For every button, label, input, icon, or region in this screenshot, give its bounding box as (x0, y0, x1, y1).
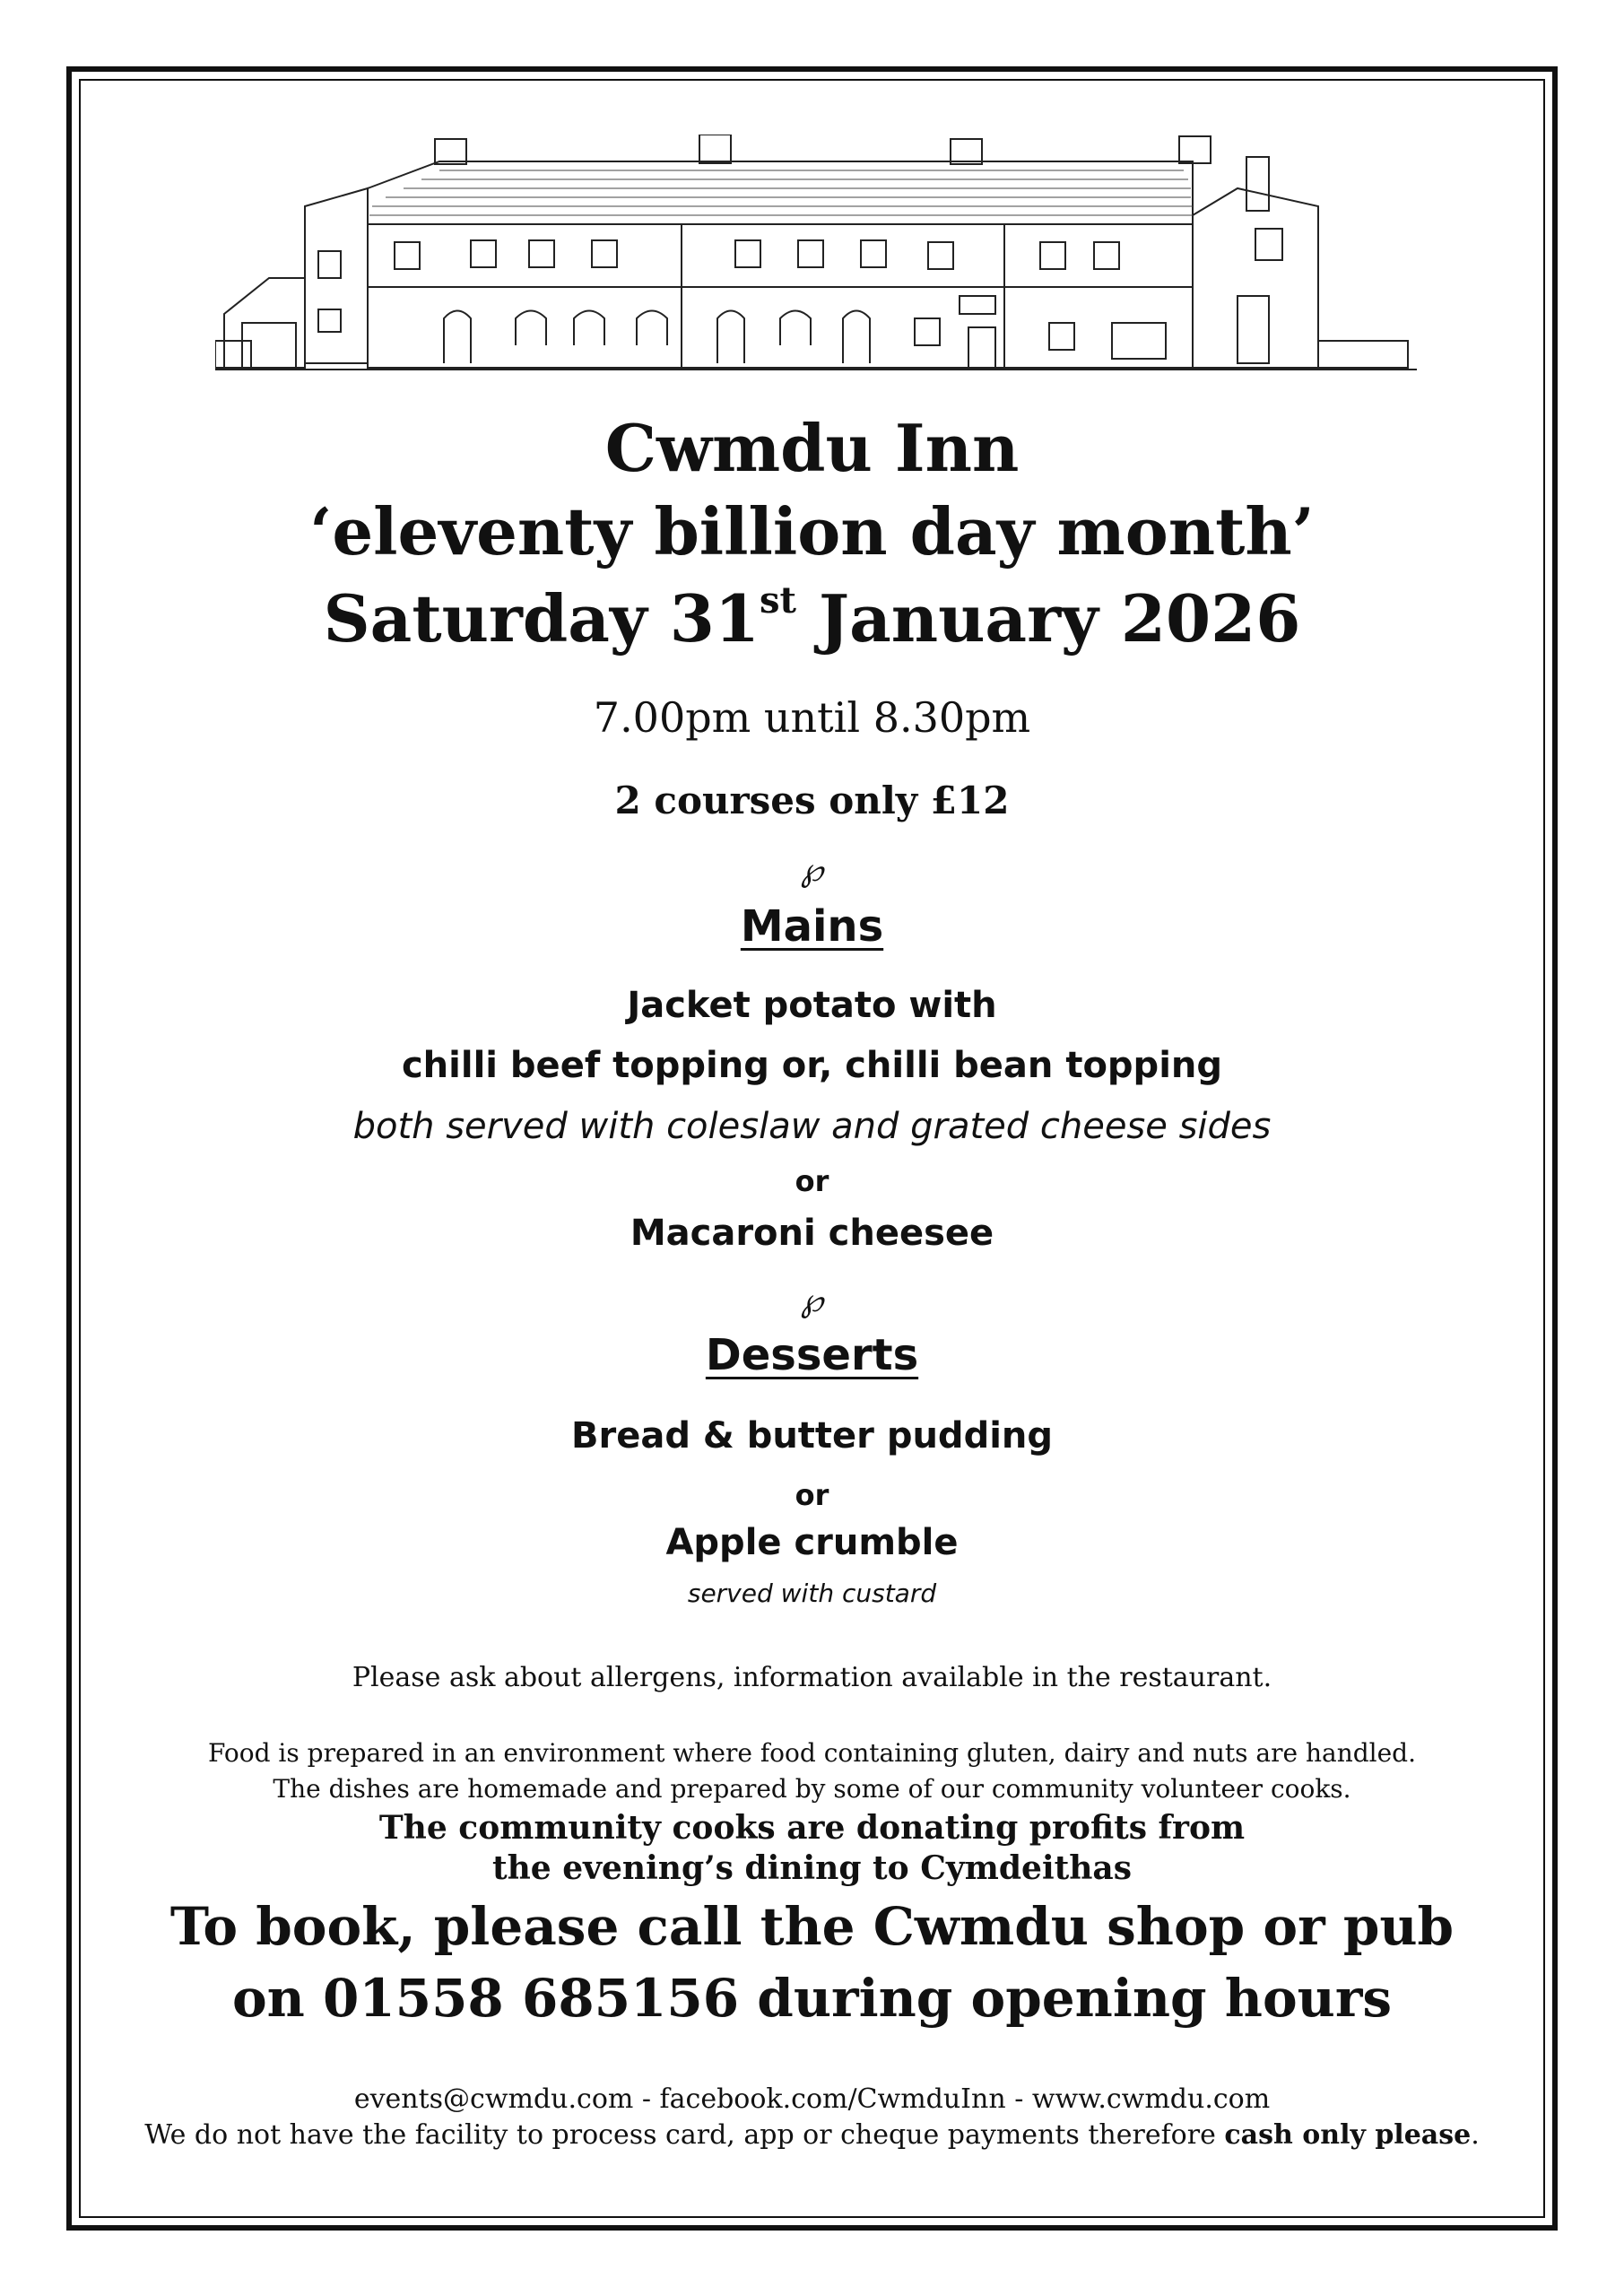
booking-phone: on 01558 685156 during opening hours (231, 1968, 1393, 2029)
booking-instruction: To book, please call the Cwmdu shop or pub (169, 1896, 1455, 1957)
date-ordinal: st (759, 579, 796, 622)
venue-title: Cwmdu Inn (604, 410, 1020, 486)
community-note: The community cooks are donating profits from (378, 1809, 1246, 1847)
cash-only-emphasis: cash only please (1224, 2119, 1472, 2151)
date-month-year: January 2026 (795, 580, 1301, 657)
contact-links: events@cwmdu.com - facebook.com/CwmduInn - www.cwmdu.com (353, 2083, 1271, 2115)
food-prep-note: Food is prepared in an environment where food containing gluten, dairy and nuts are handled. (207, 1738, 1417, 1768)
community-note: the evening’s dining to Cymdeithas (491, 1849, 1133, 1887)
date-day: Saturday 31 (323, 580, 760, 657)
event-date (79, 578, 1545, 659)
mains-item: Jacket potato with (627, 985, 997, 1026)
allergen-note: Please ask about allergens, information available in the restaurant. (352, 1662, 1272, 1693)
event-time: 7.00pm until 8.30pm (593, 693, 1031, 742)
dessert-item: Bread & butter pudding (570, 1415, 1054, 1457)
mains-item: Macaroni cheesee (630, 1213, 994, 1254)
mains-heading: Mains (740, 901, 884, 952)
desserts-heading: Desserts (705, 1330, 919, 1380)
or-separator: or (795, 1164, 829, 1198)
or-separator: or (795, 1478, 829, 1512)
inn-building-illustration (215, 135, 1417, 377)
payment-note (79, 2119, 1545, 2151)
dessert-item-note: served with custard (687, 1578, 937, 1608)
payment-text: We do not have the facility to process card, app or cheque payments therefore (144, 2119, 1225, 2151)
dessert-item: Apple crumble (665, 1522, 959, 1563)
price: 2 courses only £12 (614, 778, 1010, 822)
ornament-divider: ℘ (800, 852, 824, 889)
homemade-note: The dishes are homemade and prepared by some of our community volunteer cooks. (273, 1774, 1351, 1804)
mains-item-note: both served with coleslaw and grated cheese sides (352, 1106, 1272, 1147)
ornament-divider: ℘ (800, 1283, 824, 1319)
event-name: ‘eleventy billion day month’ (309, 493, 1315, 570)
payment-period: . (1471, 2119, 1480, 2151)
mains-item: chilli beef topping or, chilli bean topping (401, 1045, 1223, 1086)
